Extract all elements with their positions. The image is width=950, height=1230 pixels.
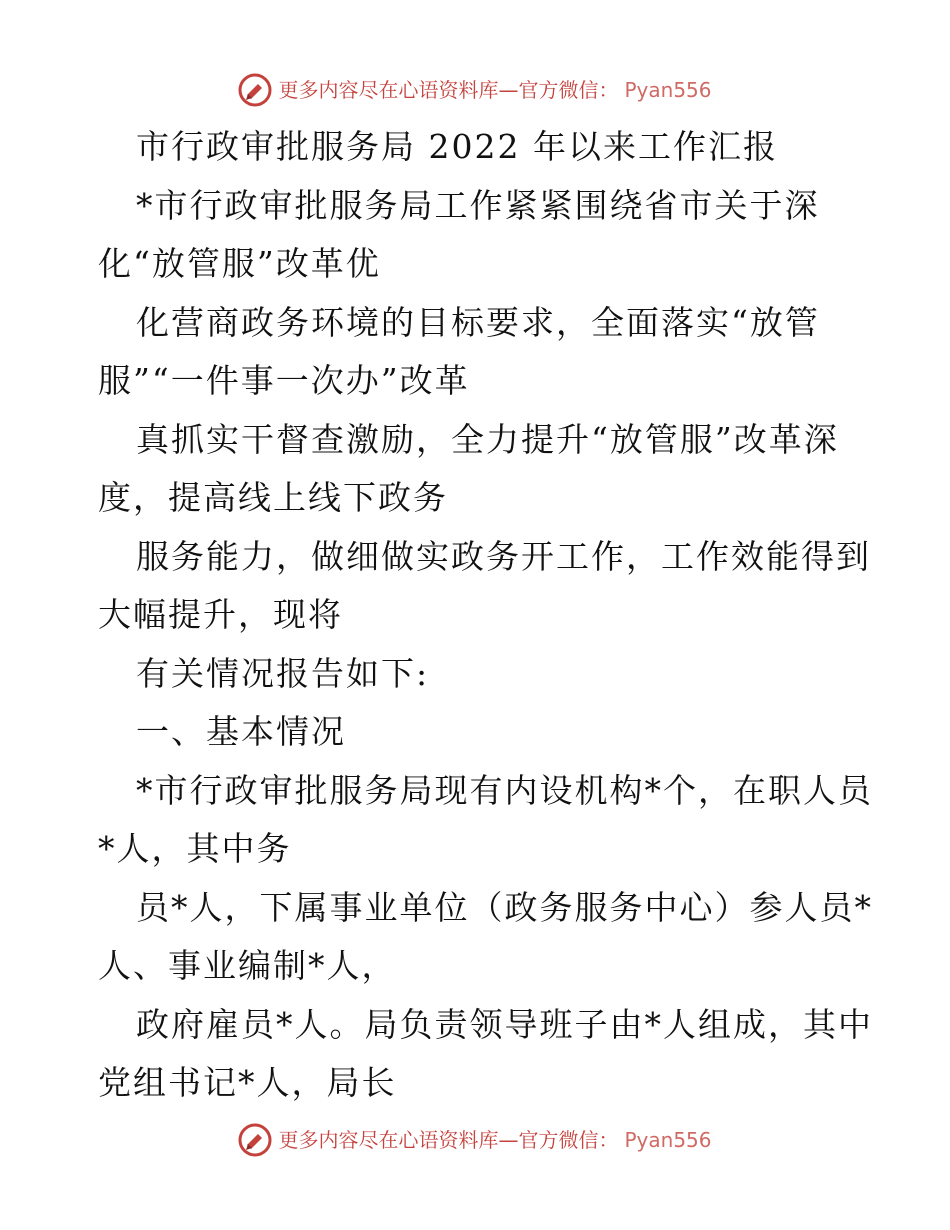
watermark-text: 更多内容尽在心语资料库—官方微信： xyxy=(278,1128,619,1152)
text-line: *市行政审批服务局现有内设机构*个，在职人员 xyxy=(136,770,873,810)
book-pen-logo-icon xyxy=(238,73,272,107)
text-line: 政府雇员*人。局负责领导班子由*人组成，其中 xyxy=(136,1004,873,1044)
watermark-handle: Pyan556 xyxy=(624,1128,712,1152)
text-line: 度，提高线上线下政务 xyxy=(98,478,448,517)
text-line: *人，其中务 xyxy=(98,829,292,868)
text-line: 化营商政务环境的目标要求，全面落实“放管 xyxy=(136,302,820,342)
text-line: 服务能力，做细做实政务开工作，工作效能得到 xyxy=(136,536,871,576)
text-line: 服”“一件事一次办”改革 xyxy=(98,361,470,400)
text-line: 一、基本情况 xyxy=(136,712,346,751)
text-line: 大幅提升，现将 xyxy=(98,595,343,634)
footer-watermark xyxy=(0,1120,950,1160)
text-line: *市行政审批服务局工作紧紧围绕省市关于深 xyxy=(136,185,820,225)
document-body xyxy=(98,118,873,1113)
text-line: 有关情况报告如下: xyxy=(136,653,430,693)
text-line: 党组书记*人，局长 xyxy=(98,1063,397,1102)
text-line: 化“放管服”改革优 xyxy=(98,244,381,283)
watermark-handle: Pyan556 xyxy=(624,78,712,102)
text-line: 真抓实干督查激励，全力提升“放管服”改革深 xyxy=(136,419,839,459)
text-line: 市行政审批服务局 2022 年以来工作汇报 xyxy=(136,127,778,166)
watermark-text: 更多内容尽在心语资料库—官方微信： xyxy=(278,78,619,102)
book-pen-logo-icon xyxy=(238,1123,272,1157)
text-line: 人、事业编制*人， xyxy=(98,946,397,985)
header-watermark xyxy=(0,70,950,110)
text-line: 员*人，下属事业单位（政务服务中心）参人员* xyxy=(136,887,873,927)
